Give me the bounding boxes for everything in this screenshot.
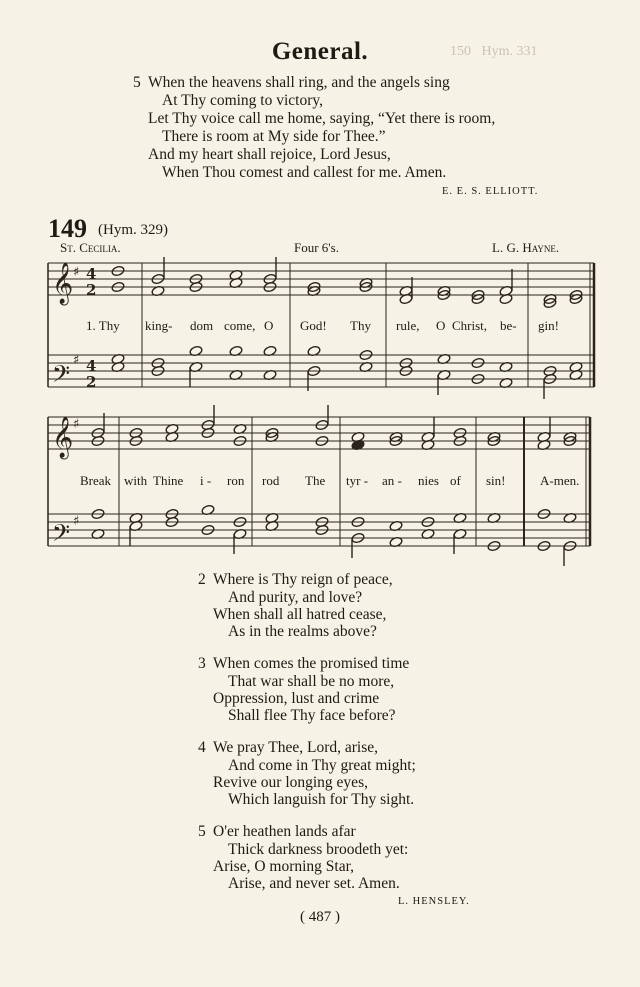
- lyric-syllable: an -: [382, 473, 402, 488]
- hymn-author: L. HENSLEY.: [398, 896, 470, 907]
- previous-line: When Thou comest and callest for me. Amen.: [162, 164, 447, 181]
- previous-line: Let Thy voice call me home, saying, “Yet there is room,: [148, 110, 496, 127]
- stanza-line: Thick darkness broodeth yet:: [228, 841, 409, 858]
- bass-clef-icon: 𝄢: [52, 519, 71, 552]
- hymn-number: 149: [48, 214, 87, 243]
- stanza-line: And come in Thy great might;: [228, 757, 416, 774]
- lyric-syllable: God!: [300, 318, 327, 333]
- treble-clef-icon: 𝄞: [52, 417, 74, 458]
- previous-line: At Thy coming to victory,: [162, 92, 324, 109]
- previous-line: And my heart shall rejoice, Lord Jesus,: [148, 146, 391, 163]
- sharp-icon: ♯: [73, 265, 80, 280]
- lyric-syllable: sin!: [486, 473, 506, 488]
- previous-line: There is room at My side for Thee.”: [162, 128, 386, 145]
- tune-name: St. Cecilia.: [60, 240, 121, 255]
- lyric-syllable: rod: [262, 473, 280, 488]
- stanza-number: 3: [198, 655, 206, 672]
- time-signature-top: 4: [86, 357, 97, 375]
- stanza-line: Shall flee Thy face before?: [228, 707, 396, 724]
- stanza-line: Where is Thy reign of peace,: [213, 571, 393, 588]
- lyric-syllable: with: [124, 473, 148, 488]
- lyric-syllable: rule,: [396, 318, 420, 333]
- stanza-line: Which languish for Thy sight.: [228, 791, 415, 808]
- lyric-syllable: dom: [190, 318, 214, 333]
- time-signature-top: 4: [86, 265, 97, 283]
- previous-stanza-number: 5: [133, 74, 141, 91]
- lyric-syllable: tyr -: [346, 473, 369, 488]
- lyric-syllable: The: [305, 473, 326, 488]
- hymnal-reference: (Hym. 329): [98, 222, 168, 238]
- lyric-syllable: O: [436, 318, 446, 333]
- sharp-icon: ♯: [73, 514, 80, 529]
- page-number: ( 487 ): [300, 909, 340, 925]
- composer: L. G. Hayne.: [492, 240, 560, 255]
- stanza-line: Arise, and never set. Amen.: [228, 875, 400, 892]
- treble-clef-icon: 𝄞: [52, 263, 74, 304]
- lyric-syllable: gin!: [538, 318, 559, 333]
- stanza-line: Arise, O morning Star,: [213, 858, 355, 875]
- lyric-syllable: Thine: [153, 473, 184, 488]
- bass-clef-icon: 𝄢: [52, 360, 71, 393]
- lyric-syllable: A-men.: [540, 473, 580, 488]
- stanza-line: As in the realms above?: [228, 623, 377, 640]
- sharp-icon: ♯: [73, 417, 80, 432]
- lyric-syllable: Thy: [350, 318, 371, 333]
- time-signature-bottom: 2: [86, 373, 97, 391]
- lyric-syllable: i -: [200, 473, 212, 488]
- stanza-line: Oppression, lust and crime: [213, 690, 380, 707]
- lyric-syllable: ron: [227, 473, 245, 488]
- lyric-syllable: 1. Thy: [86, 318, 120, 333]
- lyric-syllable: Break: [80, 473, 112, 488]
- meter: Four 6's.: [294, 240, 339, 255]
- stanza-line: We pray Thee, Lord, arise,: [213, 739, 379, 756]
- lyric-syllable: be-: [500, 318, 517, 333]
- lyric-syllable: come,: [224, 318, 256, 333]
- previous-author: E. E. S. ELLIOTT.: [442, 186, 539, 197]
- lyric-syllable: Christ,: [452, 318, 488, 333]
- bleed-through-text: 150 Hym. 331: [450, 44, 538, 59]
- time-signature-bottom: 2: [86, 281, 97, 299]
- stanza-line: That war shall be no more,: [228, 673, 395, 690]
- lyric-syllable: nies: [418, 473, 439, 488]
- stanza-number: 5: [198, 823, 206, 840]
- page-title: General.: [271, 38, 369, 65]
- stanza-number: 2: [198, 571, 206, 588]
- lyric-syllable: O: [264, 318, 274, 333]
- stanza-line: Revive our longing eyes,: [213, 774, 368, 791]
- sharp-icon: ♯: [73, 353, 80, 368]
- stanza-line: And purity, and love?: [228, 589, 363, 606]
- stanza-line: When comes the promised time: [213, 655, 410, 672]
- stanza-number: 4: [198, 739, 206, 756]
- previous-line: When the heavens shall ring, and the angels sing: [148, 74, 450, 91]
- stanza-line: O'er heathen lands afar: [213, 823, 356, 840]
- stanza-line: When shall all hatred cease,: [213, 606, 387, 623]
- lyric-syllable: of: [450, 473, 461, 488]
- lyric-syllable: king-: [145, 318, 173, 333]
